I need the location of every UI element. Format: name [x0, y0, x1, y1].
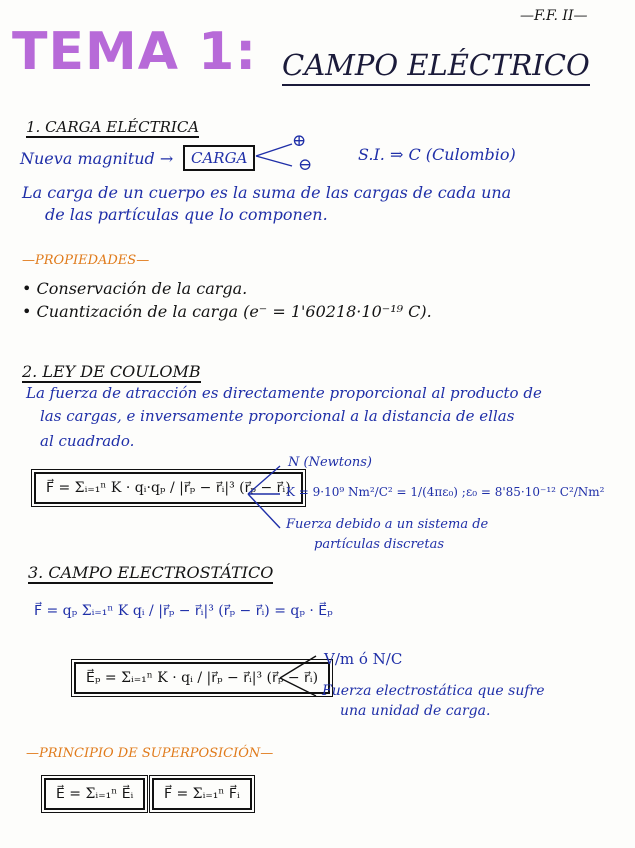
- superposition-force-box: F⃗ = Σᵢ₌₁ⁿ F⃗ᵢ: [152, 778, 252, 810]
- property-item-2: • Cuantización de la carga (e⁻ = 1'60218·10⁻¹⁹ C).: [22, 302, 432, 321]
- superposition-heading: —PRINCIPIO DE SUPERPOSICIÓN—: [26, 746, 274, 761]
- s2-paragraph-line3: al cuadrado.: [40, 432, 135, 450]
- s2-paragraph-line1: La fuerza de atracción es directamente proporcional al producto de: [26, 384, 542, 402]
- force-note-line2: partículas discretas: [314, 537, 445, 552]
- page-title-subject: CAMPO ELÉCTRICO: [282, 48, 590, 86]
- section3-heading: 3. CAMPO ELECTROSTÁTICO: [28, 563, 274, 582]
- s1-sentence-line2: de las partículas que lo componen.: [45, 205, 328, 224]
- field-units: V/m ó N/C: [324, 650, 403, 668]
- minus-icon: ⊖: [298, 155, 313, 175]
- property-item-1: • Conservación de la carga.: [22, 279, 248, 298]
- field-note-line1: Fuerza electrostática que sufre: [322, 683, 545, 699]
- properties-heading: —PROPIEDADES—: [22, 253, 150, 268]
- s2-paragraph-line2: las cargas, e inversamente proporcional a la distancia de ellas: [40, 407, 515, 425]
- si-unit: S.I. ⇒ C (Culombio): [358, 145, 516, 164]
- permittivity: ε₀ = 8'85·10⁻¹² C²/Nm²: [466, 485, 605, 499]
- plus-icon: ⊕: [292, 131, 307, 151]
- section1-heading: 1. CARGA ELÉCTRICA: [26, 118, 200, 136]
- carga-box: CARGA: [183, 145, 255, 171]
- s1-sentence-line1: La carga de un cuerpo es la suma de las cargas de cada una: [22, 183, 512, 202]
- section2-heading: 2. LEY DE COULOMB: [22, 362, 201, 381]
- force-note-line1: Fuerza debido a un sistema de: [286, 517, 489, 532]
- new-magnitude-label: Nueva magnitud →: [20, 149, 174, 168]
- units-newtons: N (Newtons): [288, 455, 372, 470]
- course-label: —F.F. II—: [520, 8, 588, 24]
- coulomb-constant: K = 9·10⁹ Nm²/C² = 1/(4πε₀) ;: [286, 485, 466, 499]
- superposition-field-box: E⃗ = Σᵢ₌₁ⁿ E⃗ᵢ: [44, 778, 145, 810]
- field-note-line2: una unidad de carga.: [340, 703, 491, 719]
- page-title-tema: TEMA 1:: [12, 22, 258, 82]
- coulomb-formula-box: F⃗ = Σᵢ₌₁ⁿ K · qᵢ·qₚ / |r⃗ₚ − r⃗ᵢ|³ (r⃗ₚ − r⃗ᵢ): [34, 472, 303, 504]
- field-formula-box: E⃗ₚ = Σᵢ₌₁ⁿ K · qᵢ / |r⃗ₚ − r⃗ᵢ|³ (r⃗ₚ − r⃗ᵢ): [74, 662, 330, 694]
- field-note-arrows: [276, 648, 326, 708]
- field-equation-1: F⃗ = qₚ Σᵢ₌₁ⁿ K qᵢ / |r⃗ₚ − r⃗ᵢ|³ (r⃗ₚ − r⃗ᵢ) = qₚ · E⃗ₚ: [34, 603, 333, 619]
